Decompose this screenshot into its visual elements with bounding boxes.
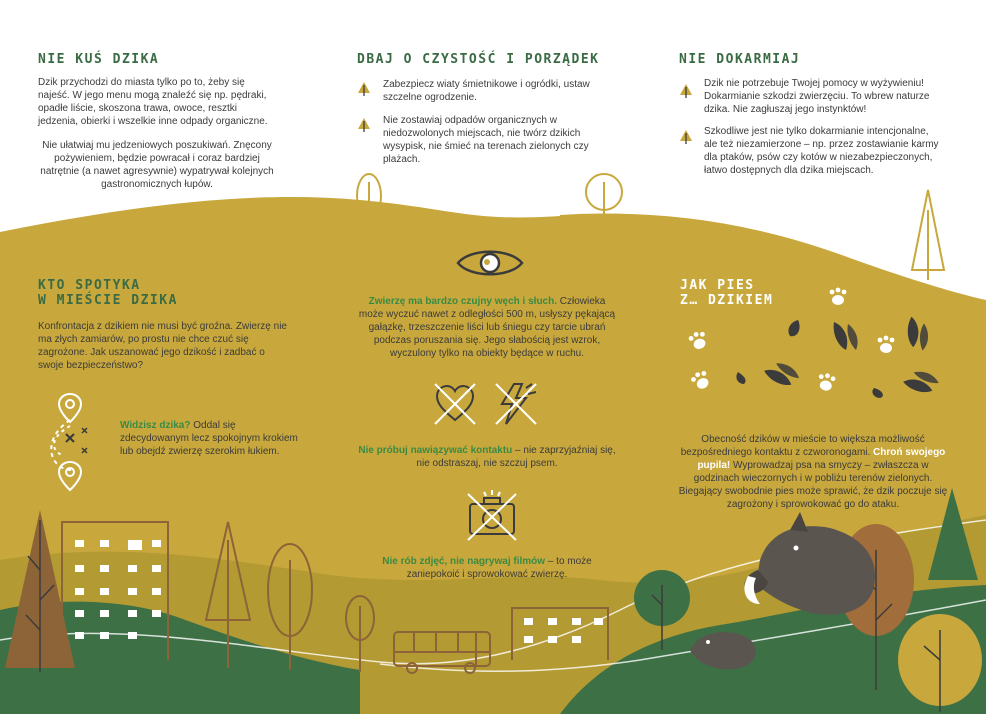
- map-pin-icon: [44, 392, 100, 500]
- photo-bold: Nie rób zdjęć, nie nagrywaj filmów: [382, 556, 546, 567]
- title-line-2: Z… DZIKIEM: [680, 293, 774, 308]
- eye-icon: [456, 244, 524, 282]
- paragraph-no-photos: [356, 555, 618, 581]
- senses-bold: Zwierzę ma bardzo czujny węch i słuch.: [368, 296, 558, 307]
- camera-crossed-icon: [464, 488, 520, 542]
- heart-crossed-icon: [433, 382, 477, 426]
- section-title-meet-boar: [38, 278, 178, 308]
- tree-bullet-icon: [680, 130, 692, 144]
- dog-text-2: Wyprowadzaj psa na smyczy – zwłaszcza w godzinach wieczornych i w pobliżu terenów zielonych. Biegający swobodnie pies może sprawić, że dzik poczuje się zagrożony i sprowokować go do ataku.: [678, 460, 948, 510]
- tip-walk-away: [120, 419, 298, 458]
- bullet-unintentional-feeding: Szkodliwe jest nie tylko dokarmianie intencjonalne, ale też niezamierzone – np. przez zostawianie karmy dla ptaków, psów czy kotów w niezabezpieczonych, łatwo dostępnych dla dzika miejscach.: [704, 126, 939, 176]
- dog-text-1: Obecność dzików w mieście to większa możliwość bezpośredniego kontaktu z czworonogami.: [680, 434, 925, 458]
- paragraph-dog: [678, 433, 948, 511]
- tip-text: Oddal się zdecydowanym lecz spokojnym krokiem lub obejdź zwierzę szerokim łukiem.: [120, 420, 298, 457]
- contact-bold: Nie próbuj nawiązywać kontaktu: [358, 445, 513, 456]
- senses-text: Człowieka może wyczuć nawet z odległości 500 m, usłyszy pękającą gałązkę, trzeszczenie liści lub śniegu czy tarcie ubrań podczas poruszania się. Jego słabością jest wzrok, wyczulony tylko na obiekty będące w ruchu.: [358, 296, 616, 359]
- section-title-do-not-lure: NIE KUŚ DZIKA: [38, 52, 160, 67]
- tree-bullet-icon: [680, 84, 692, 98]
- paragraph-diet: Dzik przychodzi do miasta tylko po to, żeby się najeść. W jego menu mogą znaleźć się np. pędraki, opadłe liście, skoszona trawa, owoce, resztki jedzenia, obierki i wszelkie inne odpady organiczne.: [38, 77, 268, 127]
- bullet-secure-bins: Zabezpiecz wiaty śmietnikowe i ogródki, ustaw szczelne ogrodzenie.: [383, 79, 590, 103]
- title-line-1: KTO SPOTYKA: [38, 278, 141, 293]
- dog-bold: Chroń swojego pupila!: [697, 447, 946, 471]
- section-title-cleanliness: DBAJ O CZYSTOŚĆ I PORZĄDEK: [357, 52, 600, 67]
- paragraph-confrontation: Konfrontacja z dzikiem nie musi być groźna. Zwierzę nie ma złych zamiarów, po prostu nie chce czuć się zagrożone. Jak uszanować jego dzikość i zadbać o swoje bezpieczeństwo?: [38, 321, 287, 371]
- title-line-1: JAK PIES: [680, 278, 755, 293]
- bullet-no-help-needed: Dzik nie potrzebuje Twojej pomocy w wyżywieniu! Dokarmianie szkodzi zwierzęciu. To wbrew naturze dzika. Nie zagłuszaj jego instynktów!: [704, 78, 930, 115]
- photo-text: – to może zaniepokoić i sprowokować zwierzę.: [406, 556, 592, 580]
- paragraph-do-not-help: Nie ułatwiaj mu jedzeniowych poszukiwań. Znęcony pożywieniem, będzie powracał i coraz bardziej natrętnie (a nawet agresywnie) wypatrywał kolejnych gastronomicznych łupów.: [40, 140, 274, 190]
- contact-text: – nie zaprzyjaźniaj się, nie odstraszaj, nie szczuj psem.: [416, 445, 616, 469]
- paw-print-icon: [678, 280, 958, 420]
- bullet-no-waste: Nie zostawiaj odpadów organicznych w niedozwolonych miejscach, nie twórz dzikich wysypisk, nie śmieć na terenach zielonych czy plażach.: [383, 115, 589, 165]
- tree-bullet-icon: [358, 118, 370, 132]
- sound-crossed-icon: [494, 382, 538, 426]
- section-title-do-not-feed: NIE DOKARMIAJ: [679, 52, 801, 67]
- paragraph-no-contact: [356, 444, 618, 470]
- tree-bullet-icon: [358, 82, 370, 96]
- paragraph-senses: [356, 295, 618, 360]
- title-line-2: W MIEŚCIE DZIKA: [38, 293, 178, 308]
- tip-bold: Widzisz dzika?: [120, 420, 191, 431]
